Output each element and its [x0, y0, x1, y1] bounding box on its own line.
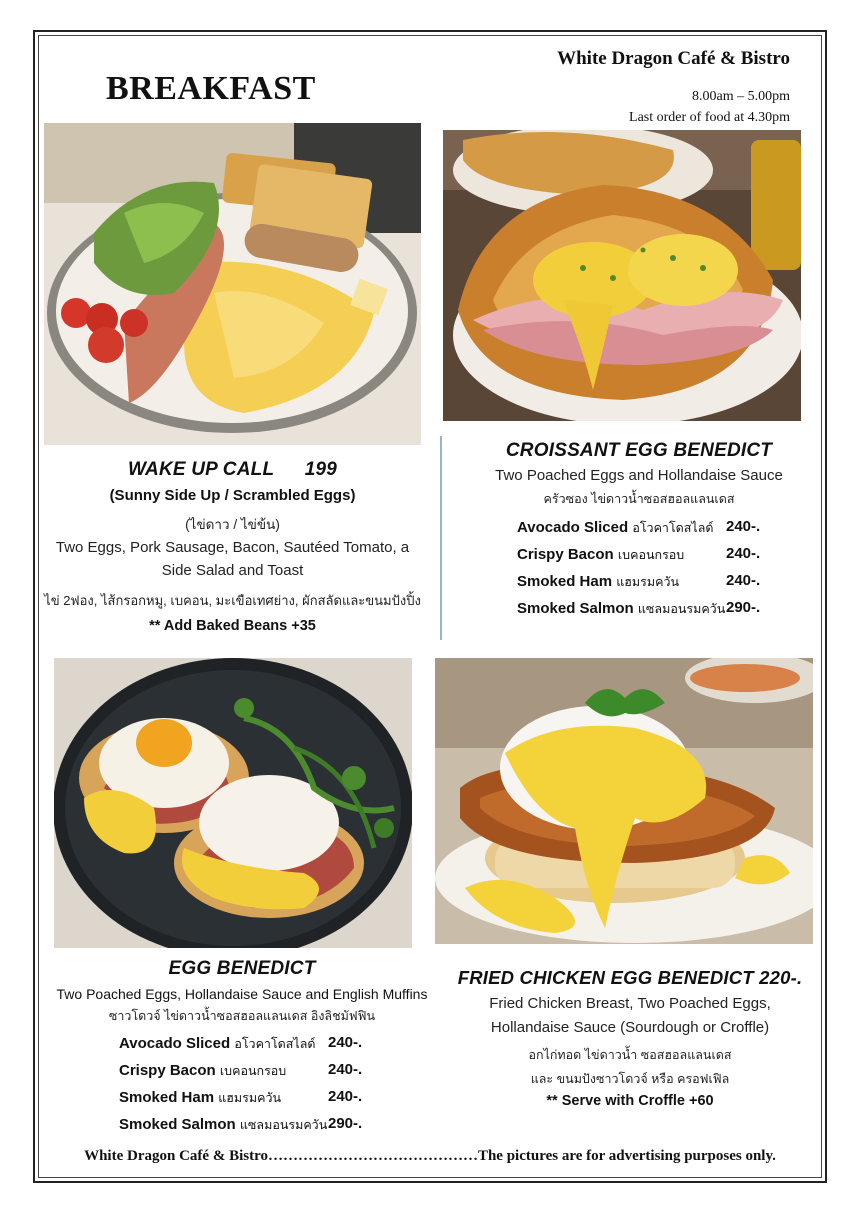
egg-benedict-description-thai: ซาวโดวจ์ ไข่ดาวน้ำซอสฮอลแลนเดส อิงลิชมัฟฟิน: [108, 1009, 376, 1023]
fried-chicken-addon: ** Serve with Croffle +60: [546, 1093, 714, 1109]
wake-up-call-photo: [44, 123, 421, 445]
last-order-note: Last order of food at 4.30pm: [629, 110, 790, 125]
croissant-item-avocado: [517, 518, 713, 538]
wake-up-call-price: 199: [304, 459, 338, 480]
wake-up-call-option: (Sunny Side Up / Scrambled Eggs): [109, 487, 356, 504]
column-divider: [440, 436, 442, 640]
egg-item-salmon: [119, 1115, 327, 1135]
item-name: Crispy Bacon: [517, 546, 614, 563]
egg-price-ham: 240-.: [328, 1088, 363, 1105]
croissant-item-bacon: [517, 545, 684, 565]
croissant-benedict-photo: [443, 130, 801, 421]
croissant-price-bacon: 240-.: [726, 545, 761, 562]
item-thai: แซลมอนรมควัน: [239, 1118, 328, 1132]
fried-chicken-description-2: Hollandaise Sauce (Sourdough or Croffle): [490, 1019, 770, 1036]
fried-chicken-section: [440, 966, 820, 1109]
cafe-name: White Dragon Café & Bistro: [557, 48, 790, 69]
egg-price-avocado: 240-.: [328, 1034, 363, 1051]
section-title: BREAKFAST: [106, 70, 316, 107]
croissant-item-ham: [517, 572, 679, 592]
item-name: Smoked Ham: [517, 573, 613, 590]
wake-up-call-title: WAKE UP CALL: [127, 459, 275, 480]
fried-chicken-thai-2: และ ขนมปังซาวโดวจ์ หรือ ครอฟเฟิล: [530, 1072, 730, 1086]
croissant-price-salmon: 290-.: [726, 599, 761, 616]
croissant-price-ham: 240-.: [726, 572, 761, 589]
item-thai: อโวคาโดสไลด์: [234, 1037, 316, 1051]
wake-up-call-description-1: Two Eggs, Pork Sausage, Bacon, Sautéed Tomato, a: [55, 539, 410, 556]
item-thai: อโวคาโดสไลด์: [632, 521, 714, 535]
wake-up-call-addon: ** Add Baked Beans +35: [149, 618, 316, 634]
item-name: Smoked Salmon: [517, 600, 634, 617]
croissant-benedict-description-thai: ครัวซอง ไข่ดาวน้ำซอสฮอลแลนเดส: [543, 492, 735, 506]
croissant-benedict-section: [448, 438, 830, 509]
item-thai: แฮมรมควัน: [218, 1091, 282, 1105]
croissant-item-salmon: [517, 599, 725, 619]
egg-price-bacon: 240-.: [328, 1061, 363, 1078]
item-thai: แซลมอนรมควัน: [637, 602, 726, 616]
egg-price-salmon: 290-.: [328, 1115, 363, 1132]
wake-up-call-description-2: Side Salad and Toast: [161, 562, 304, 579]
egg-benedict-description: Two Poached Eggs, Hollandaise Sauce and English Muffins: [56, 986, 428, 1002]
fried-chicken-description-1: Fried Chicken Breast, Two Poached Eggs,: [489, 995, 771, 1012]
egg-benedict-photo: [54, 658, 412, 948]
fried-chicken-benedict-photo: [435, 658, 813, 944]
croissant-benedict-title: CROISSANT EGG BENEDICT: [505, 440, 773, 461]
item-name: Avocado Sliced: [517, 519, 629, 536]
item-name: Smoked Ham: [119, 1089, 215, 1106]
egg-item-ham: [119, 1088, 281, 1108]
footer-disclaimer: White Dragon Café & Bistro……………………………………The pictures are for advertising purposes only.: [84, 1148, 776, 1164]
wake-up-call-section: [44, 457, 421, 634]
egg-item-avocado: [119, 1034, 315, 1054]
item-name: Smoked Salmon: [119, 1116, 236, 1133]
fried-chicken-thai-1: อกไก่ทอด ไข่ดาวน้ำ ซอสฮอลแลนเดส: [528, 1048, 732, 1062]
egg-benedict-title: EGG BENEDICT: [168, 958, 316, 979]
croissant-price-avocado: 240-.: [726, 518, 761, 535]
item-thai: เบคอนกรอบ: [219, 1064, 287, 1078]
item-thai: แฮมรมควัน: [616, 575, 680, 589]
opening-hours: 8.00am – 5.00pm: [692, 89, 790, 104]
croissant-benedict-description: Two Poached Eggs and Hollandaise Sauce: [495, 467, 783, 484]
egg-item-bacon: [119, 1061, 286, 1081]
item-thai: เบคอนกรอบ: [617, 548, 685, 562]
wake-up-call-description-thai: ไข่ 2ฟอง, ไส้กรอกหมู, เบคอน, มะเขือเทศย่าง, ผักสลัดและขนมปังปิ้ง: [44, 593, 421, 608]
fried-chicken-title: FRIED CHICKEN EGG BENEDICT 220-.: [457, 967, 803, 988]
wake-up-call-option-thai: (ไข่ดาว / ไข่ข้น): [185, 517, 280, 532]
item-name: Crispy Bacon: [119, 1062, 216, 1079]
egg-benedict-section: [44, 957, 440, 1026]
item-name: Avocado Sliced: [119, 1035, 231, 1052]
